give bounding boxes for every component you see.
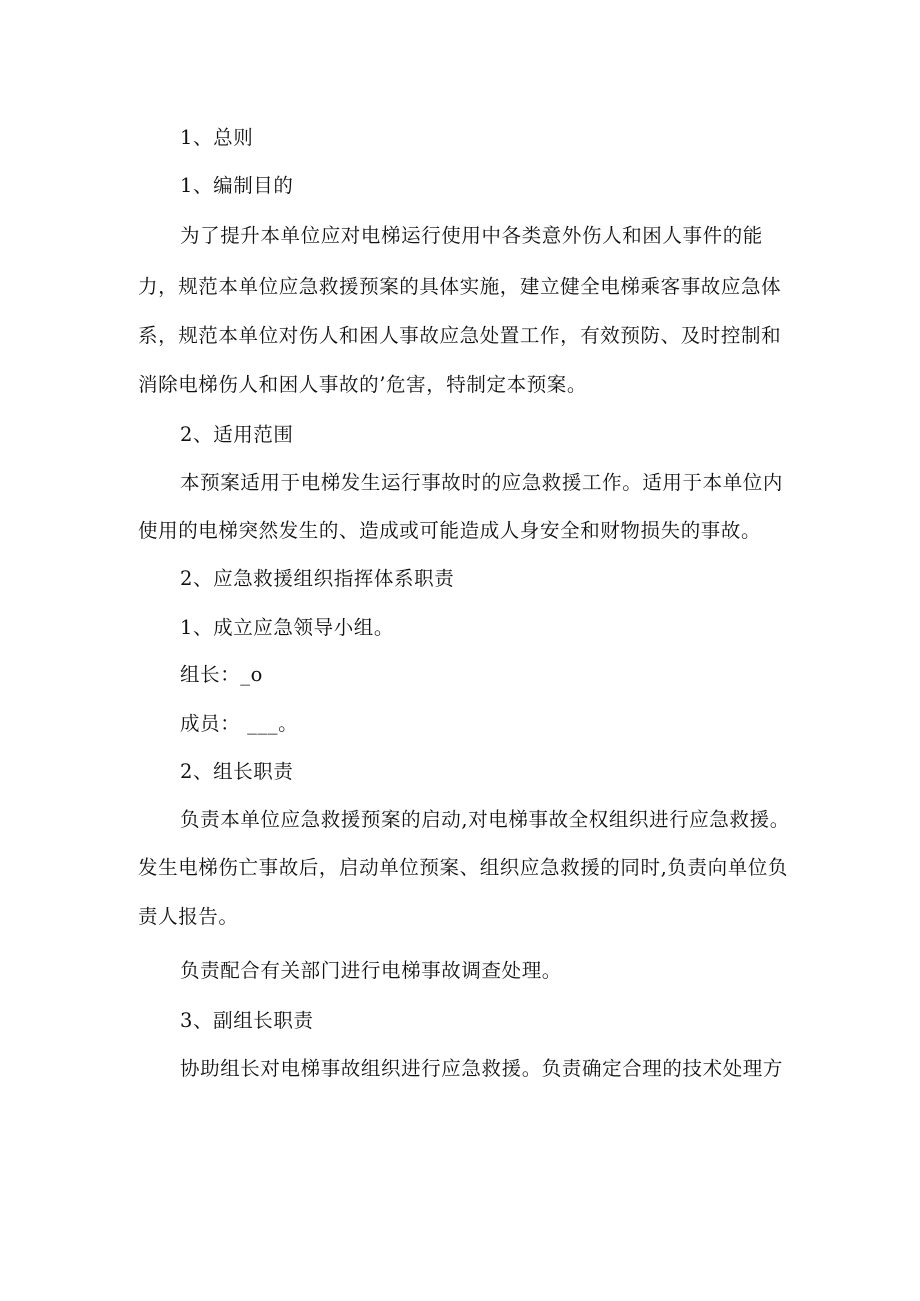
- leader-duty-line-2: 发生电梯伤亡事故后，启动单位预案、组织应急救援的同时,负责向单位负: [138, 856, 788, 879]
- members-line: 成员： ___。: [180, 712, 299, 735]
- heading-deputy-duty: 3、副组长职责: [180, 1009, 314, 1032]
- heading-purpose: 1、编制目的: [180, 174, 294, 197]
- deputy-duty-line-1: 协助组长对电梯事故组织进行应急救援。负责确定合理的技术处理方: [180, 1057, 784, 1080]
- purpose-line-4: 消除电梯伤人和困人事故的’危害，特制定本预案。: [138, 373, 587, 396]
- heading-leader-group: 1、成立应急领导小组。: [180, 616, 395, 639]
- heading-scope: 2、适用范围: [180, 423, 294, 446]
- heading-org: 2、应急救援组织指挥体系职责: [180, 567, 455, 590]
- scope-line-1: 本预案适用于电梯发生运行事故时的应急救援工作。适用于本单位内: [180, 471, 784, 494]
- purpose-line-1: 为了提升本单位应对电梯运行使用中各类意外伤人和困人事件的能: [180, 224, 763, 247]
- leader-line: 组长：_o: [180, 663, 263, 686]
- heading-general: 1、总则: [180, 126, 254, 149]
- scope-line-2: 使用的电梯突然发生的、造成或可能造成人身安全和财物损失的事故。: [138, 519, 762, 542]
- leader-duty-extra: 负责配合有关部门进行电梯事故调查处理。: [180, 959, 562, 982]
- heading-leader-duty: 2、组长职责: [180, 760, 294, 783]
- leader-duty-line-1: 负责本单位应急救援预案的启动,对电梯事故全权组织进行应急救援。: [180, 808, 790, 831]
- purpose-line-3: 系，规范本单位对伤人和困人事故应急处置工作，有效预防、及时控制和: [138, 324, 782, 347]
- purpose-line-2: 力，规范本单位应急救援预案的具体实施，建立健全电梯乘客事故应急体: [138, 275, 782, 298]
- leader-duty-line-3: 责人报告。: [138, 905, 239, 928]
